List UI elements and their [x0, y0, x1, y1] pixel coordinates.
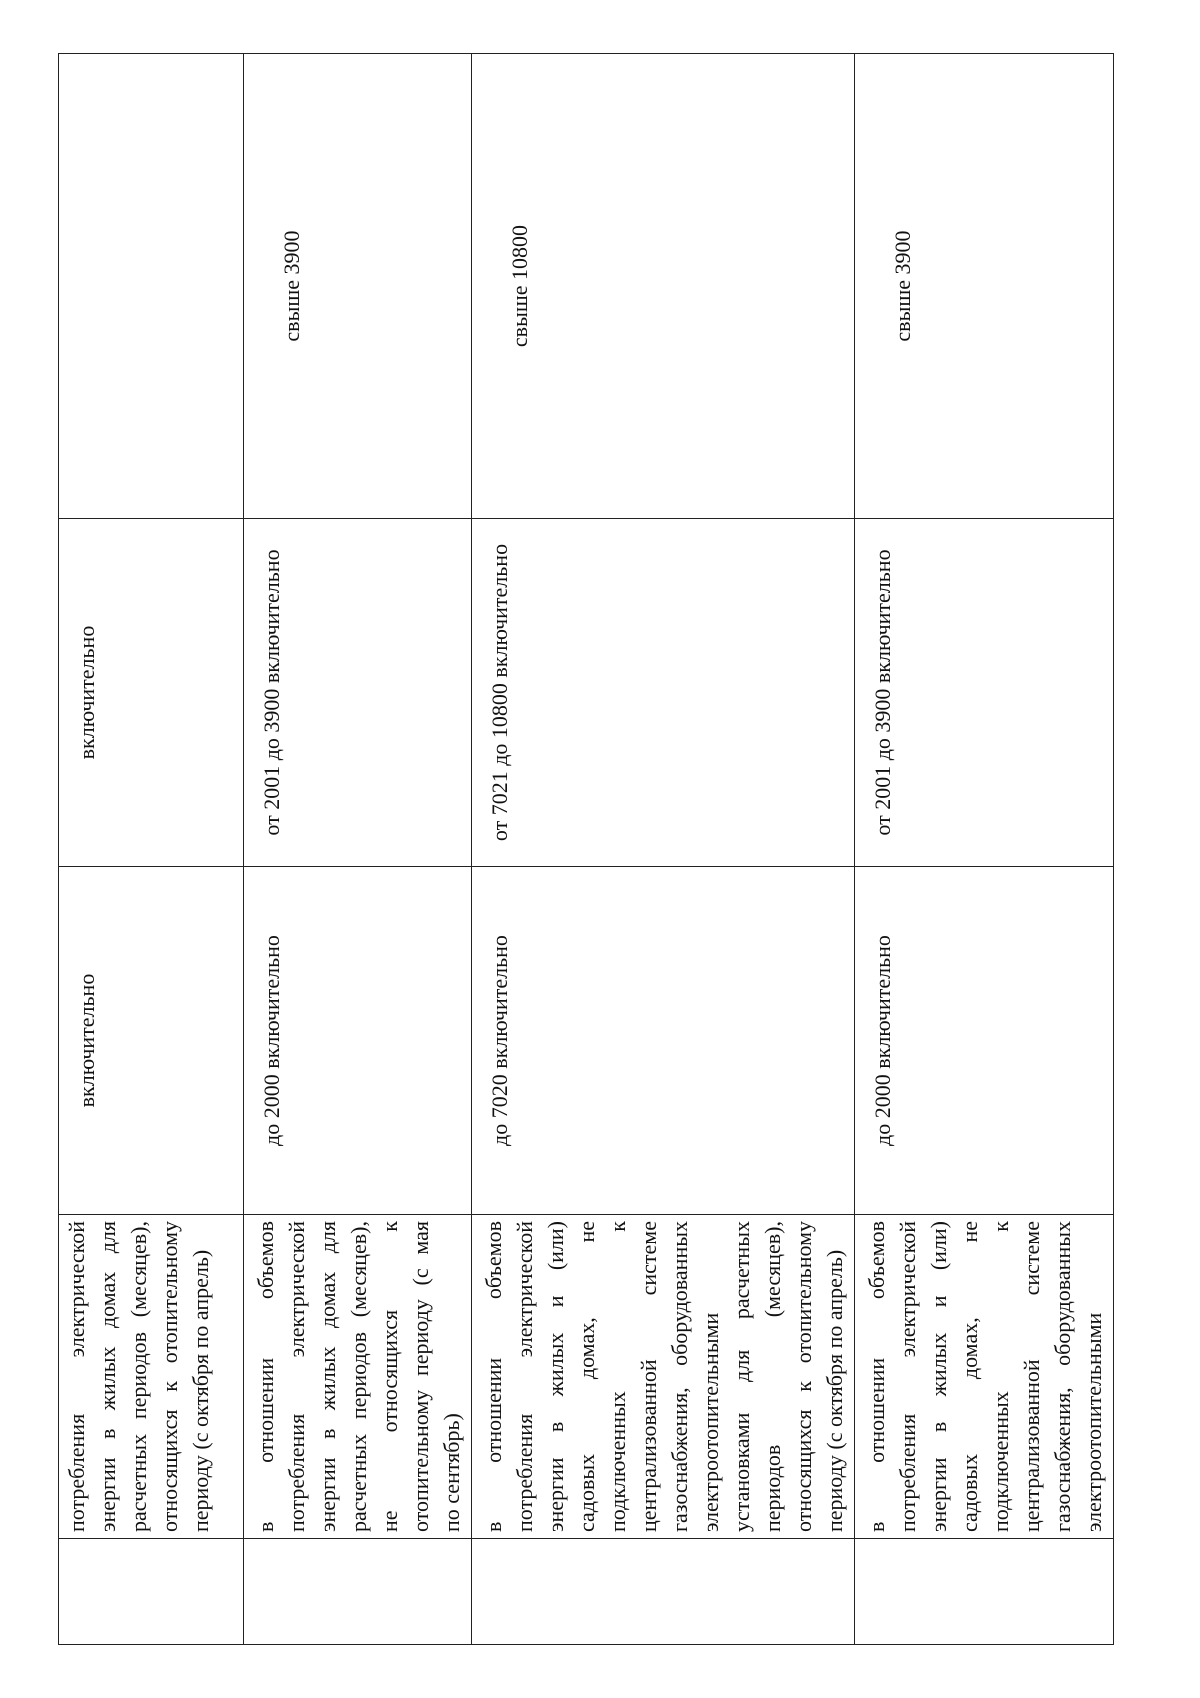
row-number-cell [472, 1539, 855, 1645]
row-number-cell [855, 1539, 1114, 1645]
range-high-cell [59, 54, 244, 519]
table-row [855, 54, 1114, 1645]
range-high-cell: свыше 3900 [855, 54, 1114, 519]
description-cell: в отношении объемов потребления электрической энергии в жилых домах для расчетных периодов (месяцев), не относящихся к отопительному периоду (с мая по сентябрь) [244, 1215, 472, 1539]
range-mid-cell: включительно [59, 519, 244, 867]
row-number-cell [244, 1539, 472, 1645]
table-rotation-frame [58, 54, 1106, 1645]
range-mid-cell: от 2001 до 3900 включительно [855, 519, 1114, 867]
range-mid-cell: от 7021 до 10800 включительно [472, 519, 855, 867]
description-cell: в отношении объемов потребления электрической энергии в жилых и (или) садовых домах, не подключенных к централизованной системе газоснабжения, оборудованных электроотопительными [855, 1215, 1114, 1539]
table-row [472, 54, 855, 1645]
range-low-cell: до 7020 включительно [472, 867, 855, 1215]
range-mid-cell: от 2001 до 3900 включительно [244, 519, 472, 867]
description-cell: потребления электрической энергии в жилых домах для расчетных периодов (месяцев), относящихся к отопительному периоду (с октября по апрель) [59, 1215, 244, 1539]
range-low-cell: до 2000 включительно [855, 867, 1114, 1215]
row-number-cell [59, 1539, 244, 1645]
description-cell: в отношении объемов потребления электрической энергии в жилых и (или) садовых домах, не подключенных к централизованной системе газоснабжения, оборудованных электроотопительными установками для расчетных периодов (месяцев), относящихся к отопительному периоду (с октября по апрель) [472, 1215, 855, 1539]
range-high-cell: свыше 10800 [472, 54, 855, 519]
range-low-cell: до 2000 включительно [244, 867, 472, 1215]
table-row [59, 54, 244, 1645]
range-low-cell: включительно [59, 867, 244, 1215]
tariff-table [58, 53, 1114, 1645]
table-row [244, 54, 472, 1645]
rotated-tariff-table [58, 54, 1106, 1645]
range-high-cell: свыше 3900 [244, 54, 472, 519]
